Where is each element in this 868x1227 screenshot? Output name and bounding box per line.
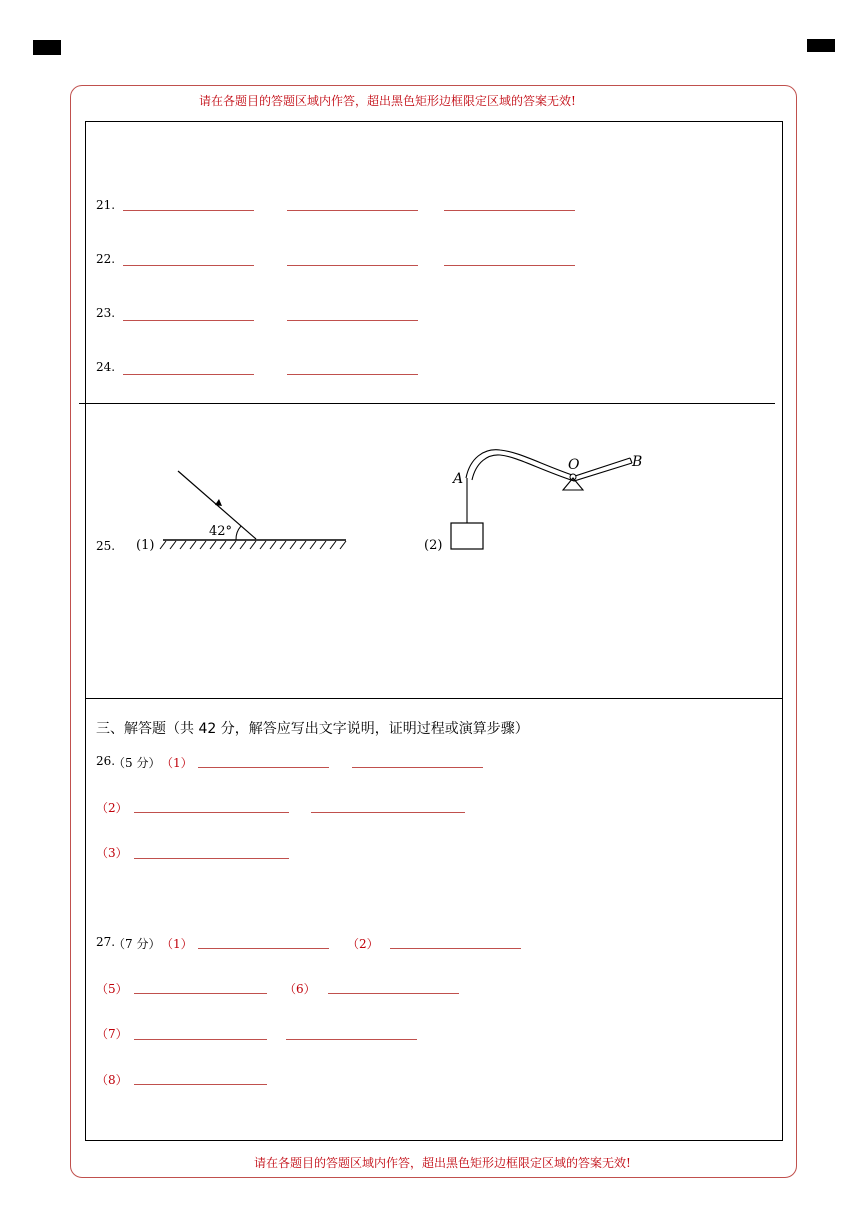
q23-blank-2[interactable] xyxy=(287,320,418,321)
q27-blank-8[interactable] xyxy=(134,1084,267,1085)
registration-marker-right xyxy=(807,39,835,52)
q27-part-1-label: （1） xyxy=(161,937,193,951)
q26-score: （5 分） xyxy=(113,756,161,770)
q27-score: （7 分） xyxy=(113,937,161,951)
q26-blank-3[interactable] xyxy=(134,858,289,859)
q23-blank-1[interactable] xyxy=(123,320,254,321)
q27-part-2-label: （2） xyxy=(347,937,379,951)
q22-blank-1[interactable] xyxy=(123,265,254,266)
bent-lever-rod xyxy=(466,450,630,478)
q27-part-5-label: （5） xyxy=(96,982,128,996)
q27-blank-5[interactable] xyxy=(134,993,267,994)
question-27-number: 27. xyxy=(96,935,116,949)
notice-top: 请在各题目的答题区域内作答，超出黑色矩形边框限定区域的答案无效! xyxy=(199,94,576,108)
question-24-number: 24. xyxy=(96,360,116,374)
q26-blank-2a[interactable] xyxy=(134,812,289,813)
q27-blank-7a[interactable] xyxy=(134,1039,267,1040)
q24-blank-1[interactable] xyxy=(123,374,254,375)
q24-blank-2[interactable] xyxy=(287,374,418,375)
label-o: O xyxy=(568,457,580,473)
reflection-figure xyxy=(150,460,360,560)
question-21-number: 21. xyxy=(96,198,116,212)
figure-part2-label: (2) xyxy=(424,538,443,553)
q27-blank-1[interactable] xyxy=(198,948,329,949)
q21-blank-1[interactable] xyxy=(123,210,254,211)
q26-blank-1b[interactable] xyxy=(352,767,483,768)
notice-bottom: 请在各题目的答题区域内作答，超出黑色矩形边框限定区域的答案无效! xyxy=(254,1156,631,1170)
pivot-point xyxy=(570,474,576,480)
angle-label: 42° xyxy=(209,524,233,539)
section-3-heading: 三、解答题（共 42 分，解答应写出文字说明，证明过程或演算步骤） xyxy=(96,721,529,737)
angle-arc xyxy=(236,526,241,540)
q27-part-6-label: （6） xyxy=(284,982,316,996)
q27-blank-7b[interactable] xyxy=(286,1039,417,1040)
q26-part-1-label: （1） xyxy=(161,756,193,770)
divider-25-26 xyxy=(85,698,783,699)
q22-blank-2[interactable] xyxy=(287,265,418,266)
figure-part1-label: (1) xyxy=(136,538,155,553)
answer-area-frame xyxy=(85,121,783,1141)
q27-part-7-label: （7） xyxy=(96,1027,128,1041)
question-25-number: 25. xyxy=(96,539,116,553)
q27-blank-2[interactable] xyxy=(390,948,521,949)
question-23-number: 23. xyxy=(96,306,116,320)
q22-blank-3[interactable] xyxy=(444,265,575,266)
q27-part-8-label: （8） xyxy=(96,1073,128,1087)
divider-24-25 xyxy=(79,403,775,404)
question-22-number: 22. xyxy=(96,252,116,266)
q21-blank-2[interactable] xyxy=(287,210,418,211)
registration-marker-left xyxy=(33,40,61,55)
q26-part-3-label: （3） xyxy=(96,846,128,860)
q27-blank-6[interactable] xyxy=(328,993,459,994)
label-a: A xyxy=(453,471,464,487)
hanging-weight xyxy=(451,523,483,549)
q21-blank-3[interactable] xyxy=(444,210,575,211)
ray-arrow-icon xyxy=(215,499,222,506)
question-26-number: 26. xyxy=(96,754,116,768)
label-b: B xyxy=(632,454,643,470)
lever-figure xyxy=(440,440,660,555)
q26-blank-1a[interactable] xyxy=(198,767,329,768)
mirror-hatching xyxy=(160,541,346,549)
q26-part-2-label: （2） xyxy=(96,801,128,815)
q26-blank-2b[interactable] xyxy=(311,812,465,813)
